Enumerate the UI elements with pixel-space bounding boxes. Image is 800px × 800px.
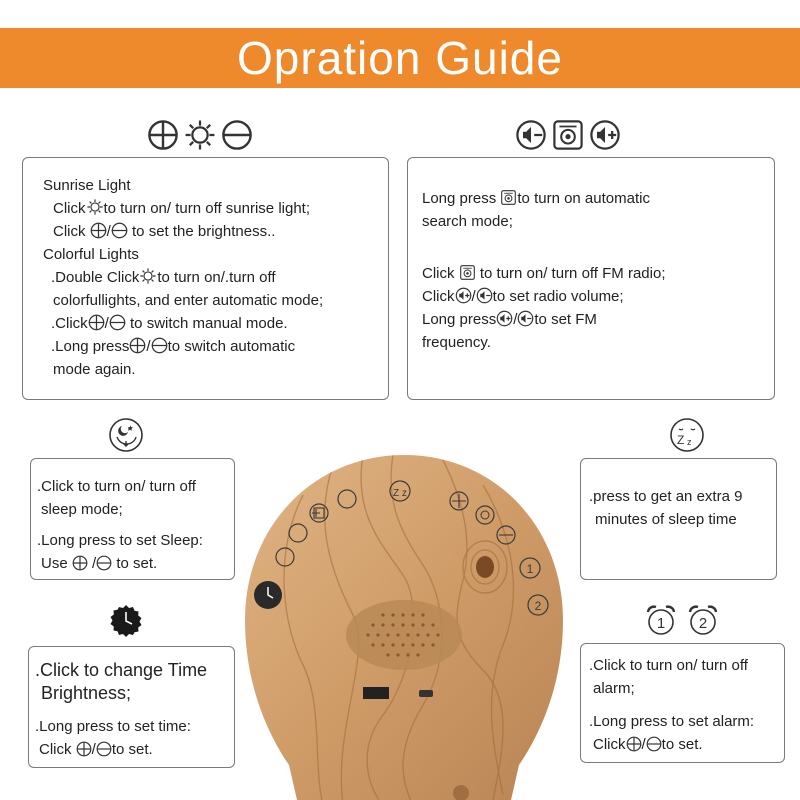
radio-instructions-box [407, 157, 775, 400]
minus-circle-icon [646, 736, 662, 752]
plus-circle-icon [88, 314, 105, 331]
title-banner [0, 28, 800, 88]
colorful-line-1: .Double Click to turn on/.turn off [51, 269, 276, 286]
product-alarm1-label: 1 [526, 562, 534, 576]
plus-circle-icon [626, 736, 642, 752]
sleep-instructions-box [30, 458, 235, 580]
wooden-radio-product [243, 455, 565, 800]
minus-circle-icon [221, 119, 253, 151]
volume-down-icon [517, 310, 534, 327]
radio-icon [500, 189, 517, 206]
time-line-3: .Long press to set time: [35, 718, 191, 735]
plus-circle-icon [147, 119, 179, 151]
colorful-line-2: colorfullights, and enter automatic mode; [53, 292, 324, 309]
radio-icon [551, 118, 585, 152]
alarm-instructions-box [580, 643, 785, 763]
sunrise-light-icon [183, 118, 217, 152]
minus-circle-icon [151, 337, 168, 354]
alarm-2-icon [686, 603, 720, 637]
radio-line-6: frequency. [422, 334, 491, 351]
volume-down-icon [476, 287, 493, 304]
radio-icon [459, 264, 476, 281]
radio-icon-row [515, 118, 621, 152]
snooze-icon [669, 417, 705, 453]
light-icon-row [147, 118, 253, 152]
plus-circle-icon [90, 222, 107, 239]
colorful-heading: Colorful Lights [43, 246, 139, 263]
snooze-instructions-box [580, 458, 777, 580]
radio-line-5: Long press / to set FM [422, 311, 597, 328]
alarm-line-4: Click / to set. [593, 736, 703, 753]
snooze-line-1: .press to get an extra 9 [589, 488, 743, 505]
radio-spacer [422, 233, 774, 262]
snooze-line-2: minutes of sleep time [595, 511, 737, 528]
volume-down-icon [515, 119, 547, 151]
alarm-line-3: .Long press to set alarm: [589, 713, 755, 730]
minus-circle-icon [96, 555, 112, 571]
page-title: Opration Guide [237, 32, 563, 84]
colorful-line-4: .Long press / to switch automatic [51, 338, 296, 355]
radio-line-2: search mode; [422, 213, 513, 230]
plus-circle-icon [129, 337, 146, 354]
product-snooze-label: Z z [393, 488, 407, 499]
alarm-line-1: .Click to turn on/ turn off [589, 657, 748, 674]
time-instructions-box [28, 646, 235, 768]
volume-up-icon [496, 310, 513, 327]
alarm-icon-row [644, 603, 720, 637]
colorful-line-3: .Click / to switch manual mode. [51, 315, 288, 332]
sunrise-light-icon [86, 198, 104, 216]
alarm-line-2: alarm; [593, 680, 635, 697]
time-line-2: Brightness; [41, 683, 132, 703]
time-line-4: Click / to set. [39, 741, 153, 758]
sleep-line-1: .Click to turn on/ turn off [37, 478, 196, 495]
product-alarm2-label: 2 [534, 599, 542, 613]
sunrise-line-2: Click / to set the brightness.. [53, 223, 276, 240]
minus-circle-icon [109, 314, 126, 331]
time-line-1: .Click to change Time [35, 660, 208, 680]
sleep-line-3: .Long press to set Sleep: [37, 532, 203, 549]
plus-circle-icon [76, 741, 92, 757]
light-instructions-box [22, 157, 389, 400]
sunrise-line-1: Click to turn on/ turn off sunrise light; [53, 200, 311, 217]
radio-line-1: Long press to turn on automatic [422, 190, 650, 207]
svg-text:1: 1 [656, 615, 666, 632]
radio-line-3: Click to turn on/ turn off FM radio; [422, 265, 666, 282]
sleep-line-2: sleep mode; [41, 501, 123, 518]
svg-text:Z: Z [677, 433, 685, 447]
sunrise-heading: Sunrise Light [43, 177, 131, 194]
minus-circle-icon [111, 222, 128, 239]
sunrise-light-icon [139, 267, 157, 285]
sleep-mode-icon [108, 417, 144, 453]
time-knob-icon [108, 603, 144, 639]
sleep-line-4: Use / to set. [41, 555, 158, 572]
volume-up-icon [455, 287, 472, 304]
volume-up-icon [589, 119, 621, 151]
alarm-1-icon [644, 603, 678, 637]
minus-circle-icon [96, 741, 112, 757]
colorful-line-5: mode again. [53, 361, 136, 378]
svg-text:z: z [687, 437, 692, 447]
radio-line-4: Click / to set radio volume; [422, 288, 624, 305]
plus-circle-icon [72, 555, 88, 571]
svg-text:2: 2 [698, 615, 708, 632]
